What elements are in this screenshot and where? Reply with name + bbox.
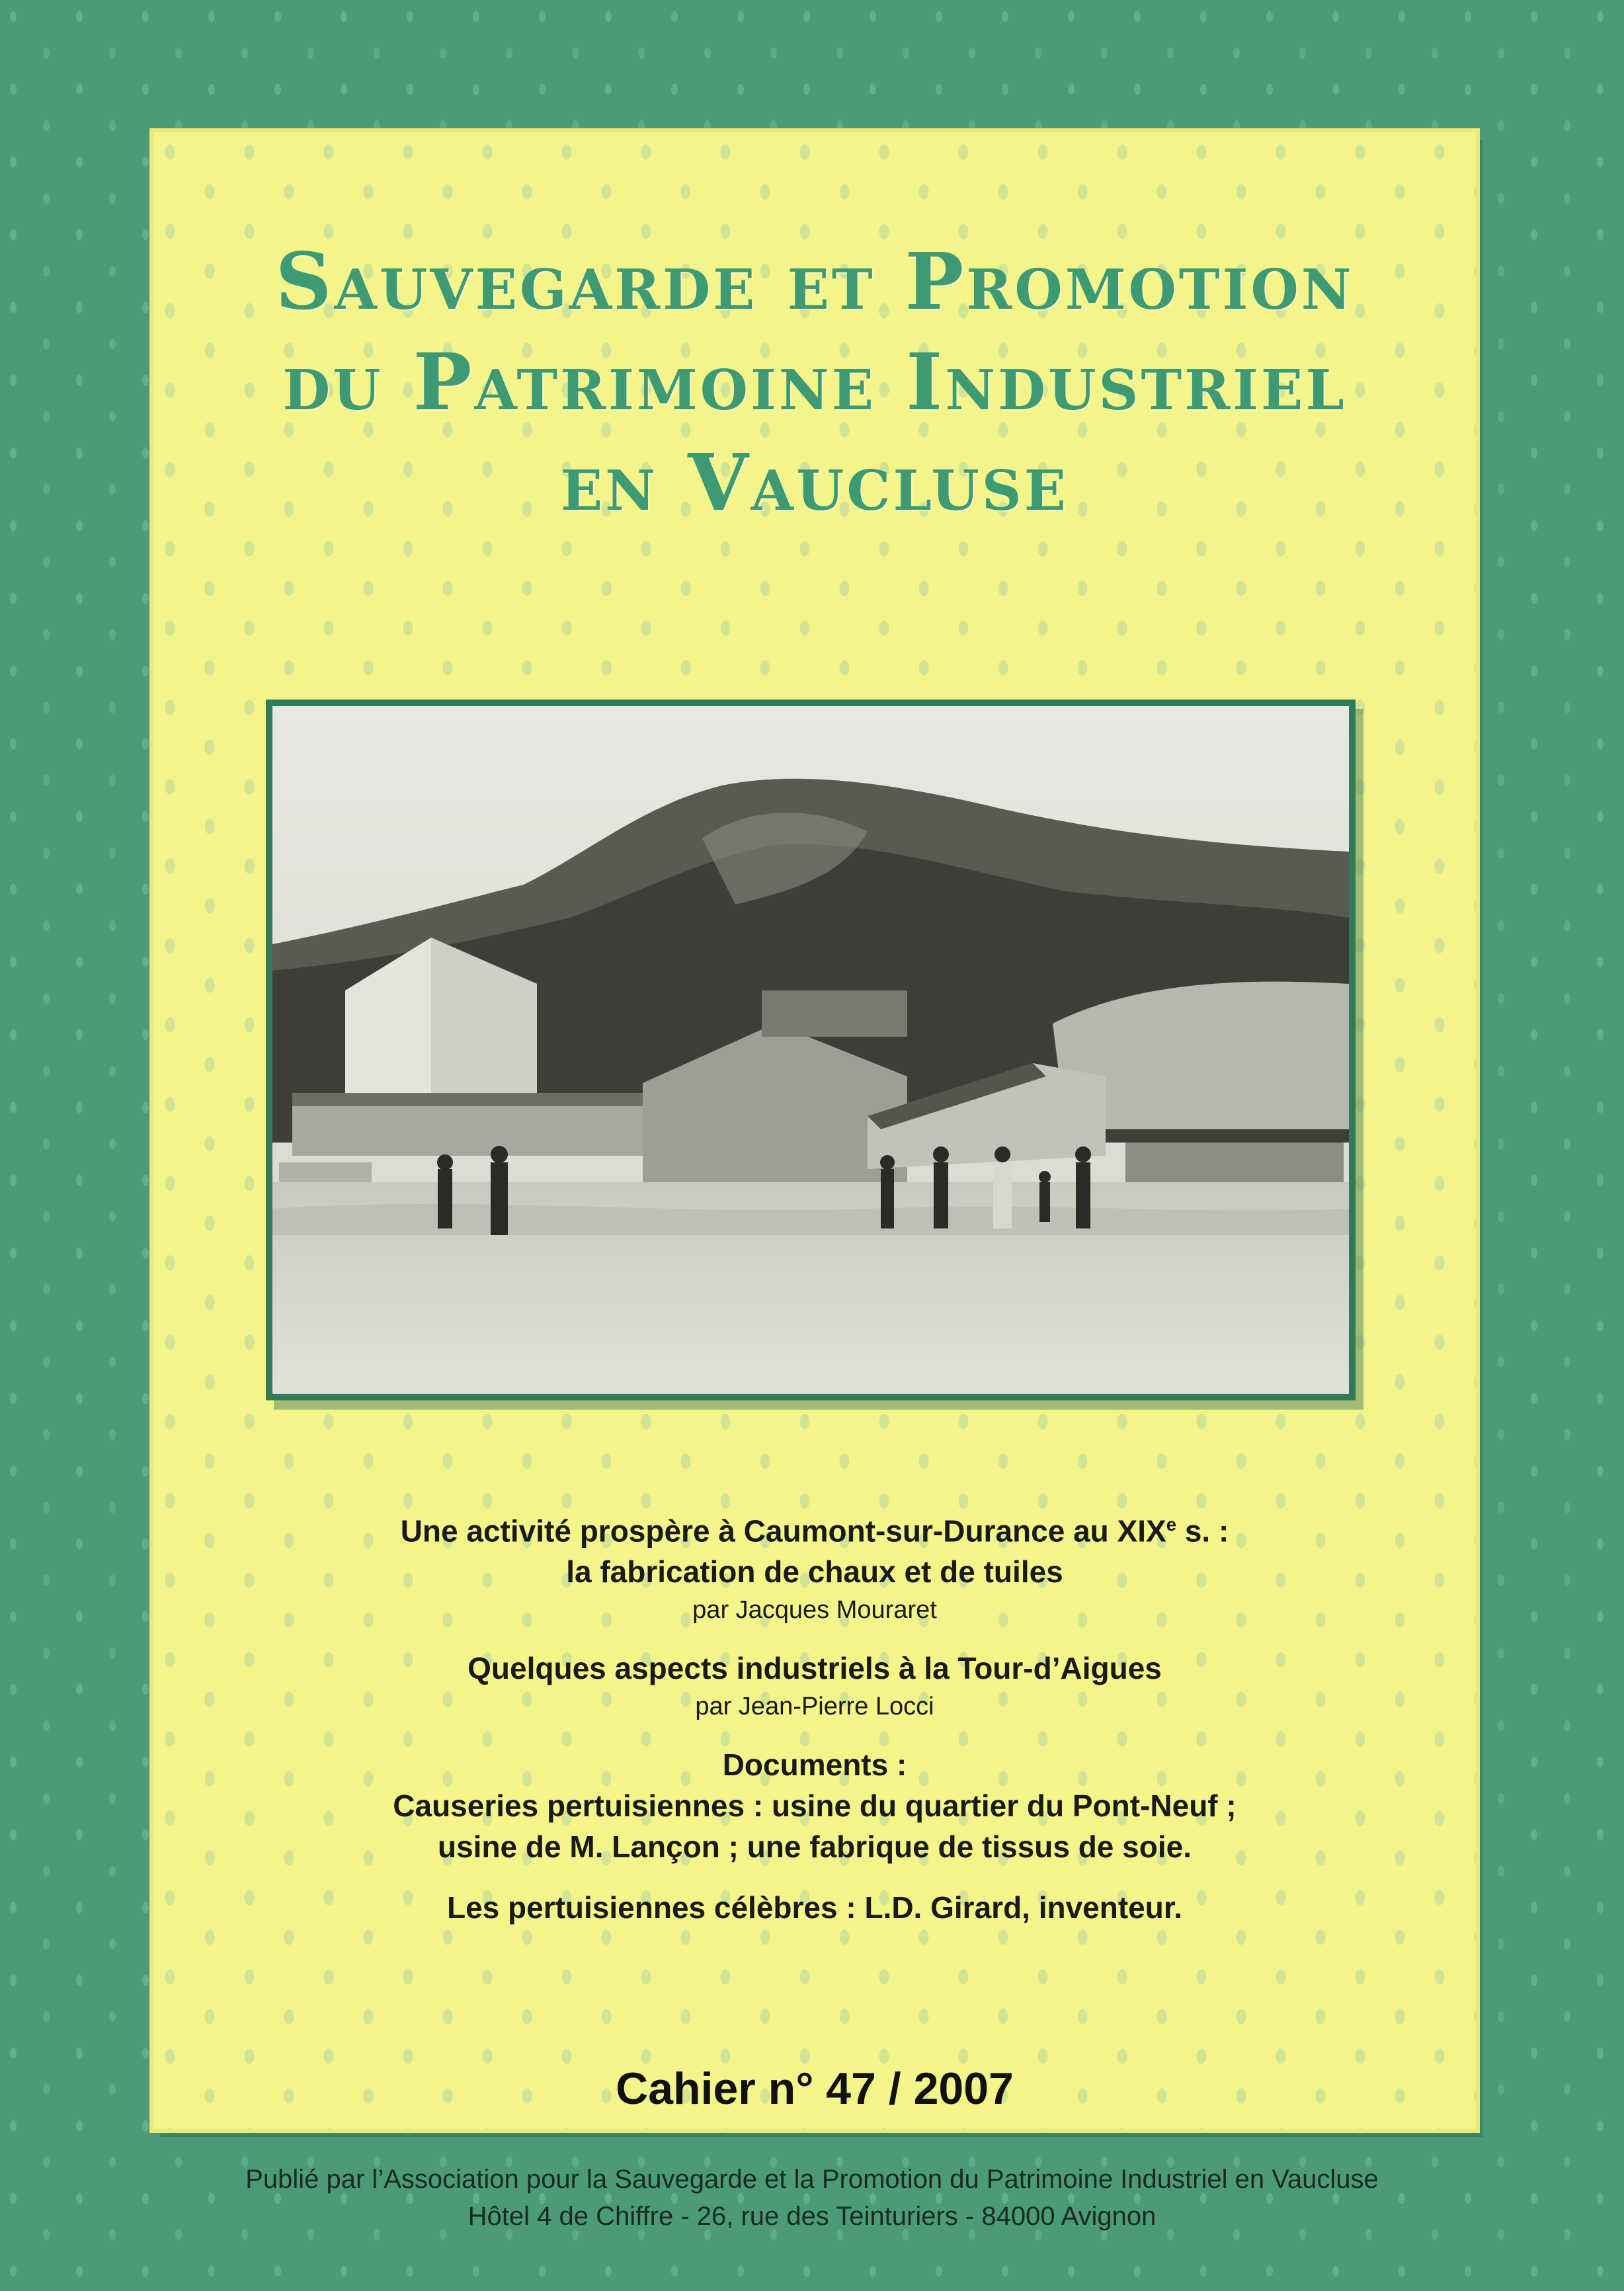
documents-line-2: usine de M. Lançon ; une fabrique de tissus de soie. [438, 1829, 1192, 1865]
article-1-title-superscript: e [1166, 1514, 1177, 1535]
footer-line-1: Publié par l’Association pour la Sauvegarde et la Promotion du Patrimoine Industriel en Vaucluse [245, 2165, 1379, 2194]
article-1-author: par Jacques Mouraret [692, 1596, 937, 1625]
footer-line-2: Hôtel 4 de Chiffre - 26, rue des Teinturiers - 84000 Avignon [467, 2202, 1157, 2231]
article-1-title [153, 1504, 1476, 1551]
cover-photo-frame [266, 700, 1356, 1400]
article-2-title: Quelques aspects industriels à la Tour-d’Aigues [467, 1651, 1162, 1686]
documents-heading: Documents : [722, 1748, 907, 1783]
title-line-3: en Vaucluse [560, 436, 1069, 528]
cover-photo [272, 706, 1349, 1394]
issue-number: Cahier n° 47 / 2007 [616, 2064, 1014, 2114]
publisher-footer [0, 2161, 1624, 2235]
title-line-1: Sauvegarde et Promotion [275, 235, 1354, 327]
article-1-title-text: Une activité prospère à Caumont-sur-Durance au XIX [400, 1513, 1166, 1548]
historic-photo-illustration [272, 706, 1349, 1394]
article-4-title: Les pertuisiennes célèbres : L.D. Girard, inventeur. [446, 1890, 1183, 1925]
title-line-2: du Patrimoine Industriel [282, 336, 1347, 428]
table-of-contents [153, 1504, 1476, 1928]
documents-line-1: Causeries pertuisiennes : usine du quartier du Pont-Neuf ; [393, 1789, 1237, 1824]
article-1-subtitle: la fabrication de chaux et de tuiles [566, 1554, 1063, 1589]
article-2-author: par Jean-Pierre Locci [695, 1693, 934, 1721]
article-1-title-end: s. : [1176, 1513, 1229, 1548]
cover-title [153, 231, 1476, 533]
